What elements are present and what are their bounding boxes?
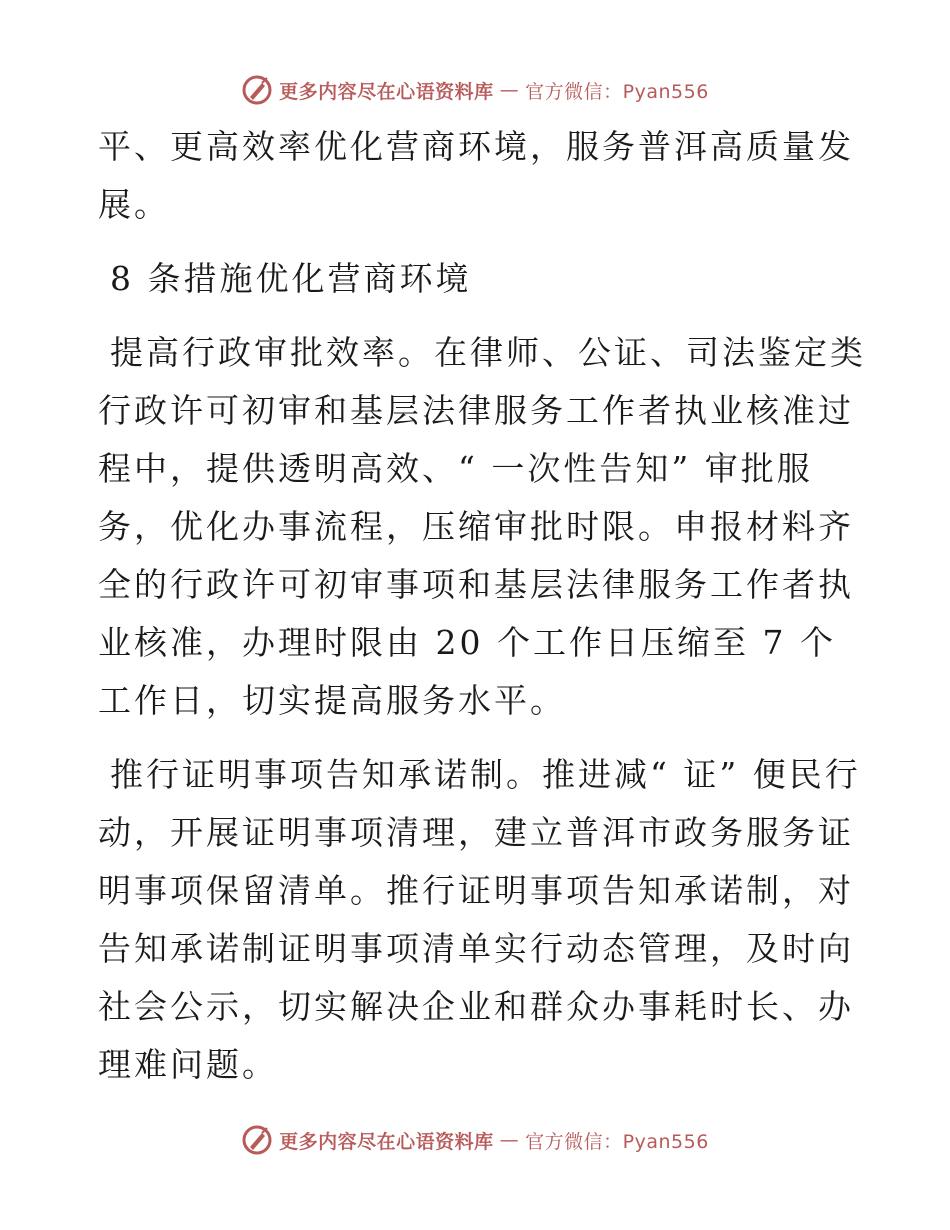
watermark-separator: —	[499, 1129, 520, 1151]
paragraph-notification-commitment: 推行证明事项告知承诺制。推进减“ 证” 便民行动，开展证明事项清理，建立普洱市政务服务证明事项保留清单。推行证明事项告知承诺制，对告知承诺制证明事项清单实行动态管理，及时向社会公示，切实解决企业和群众办事耗时长、办理难问题。	[98, 755, 861, 1084]
watermark-separator: —	[499, 79, 520, 101]
pen-circle-icon	[241, 74, 273, 106]
section-heading: 8 条措施优化营商环境	[110, 259, 472, 298]
watermark-header	[0, 70, 950, 110]
paragraph-approval-efficiency: 提高行政审批效率。在律师、公证、司法鉴定类行政许可初审和基层法律服务工作者执业核准过程中，提供透明高效、“ 一次性告知” 审批服务，优化办事流程，压缩审批时限。申报材料齐全的行政许可初审事项和基层法律服务工作者执业核准，办理时限由 20 个工作日压缩至 7 个工作日，切实提高服务水平。	[98, 333, 866, 720]
watermark-wechat: 官方微信：Pyan556	[525, 1130, 709, 1153]
document-body	[98, 118, 868, 1094]
watermark-wechat: 官方微信：Pyan556	[525, 80, 709, 103]
pen-circle-icon	[241, 1124, 273, 1156]
watermark-footer	[0, 1120, 950, 1160]
watermark-main-text: 更多内容尽在心语资料库	[279, 80, 494, 103]
watermark-main-text: 更多内容尽在心语资料库	[279, 1130, 494, 1153]
paragraph-continuation: 平、更高效率优化营商环境，服务普洱高质量发展。	[98, 127, 854, 224]
